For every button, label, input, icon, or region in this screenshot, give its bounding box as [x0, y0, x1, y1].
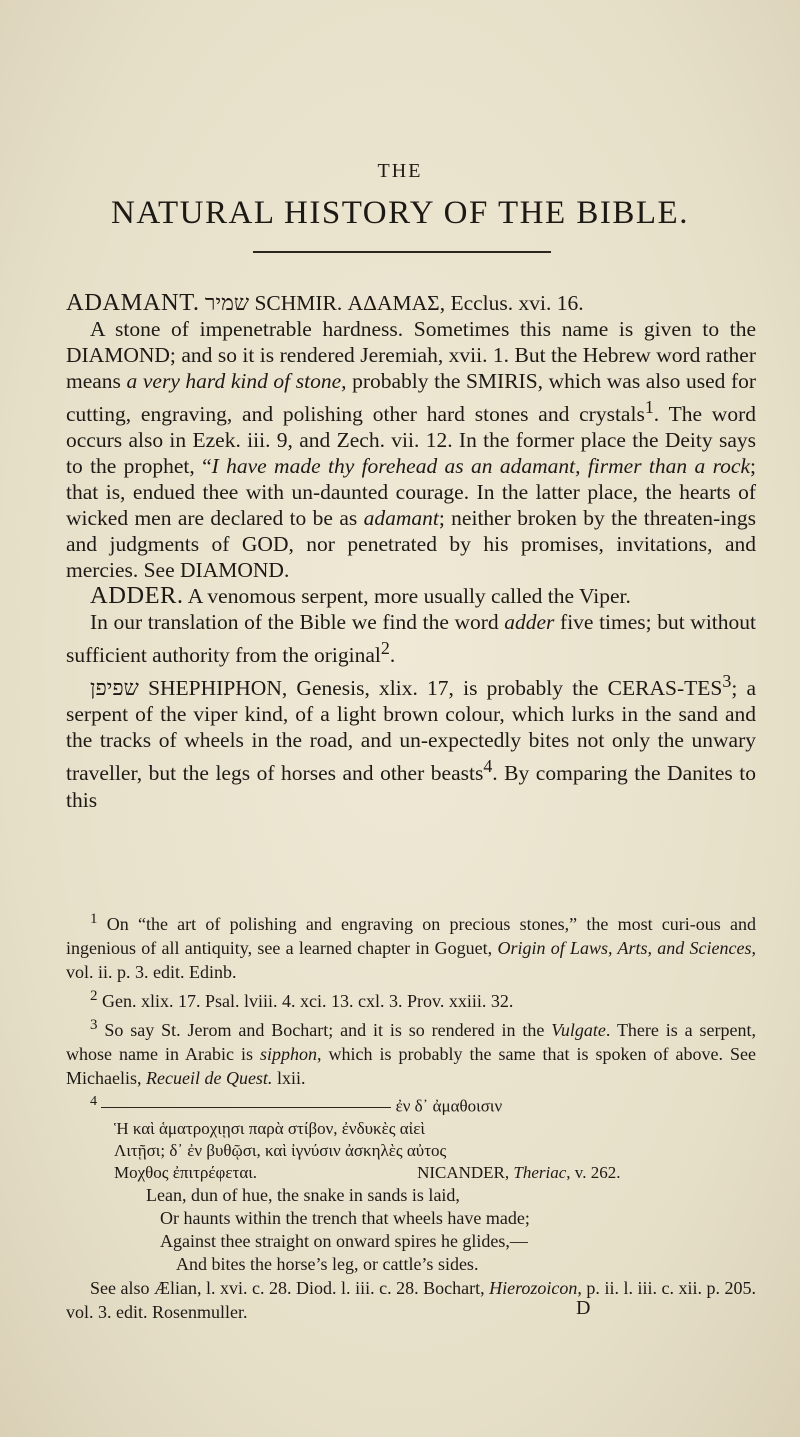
adamant-text6: ; that is, endued thee with un-daunted courage. In the latter place, the hearts of wicked men are declared to be as — [66, 454, 756, 531]
poem-line-4: And bites the horse’s leg, or cattle’s sides. — [176, 1253, 479, 1274]
adder-text2: In our translation of the Bible we find the word — [90, 610, 499, 635]
footnote-1-text-a: On “the art of polishing and engraving on precious stones,” the most curi-ous and ingenious of all antiquity, see a learned chapter in Goguet, — [66, 914, 757, 958]
main-text — [66, 290, 756, 813]
footnote-ref-1: 1 — [644, 397, 654, 417]
adder-text5: , Genesis, xlix. 17, is probably the — [281, 676, 599, 701]
adder-shephiphon: SHEPHIPHON — [148, 676, 282, 701]
title-rule — [253, 251, 551, 253]
adamant-em1: a very hard kind of stone, — [126, 369, 347, 393]
footnote-2 — [66, 984, 756, 1013]
footnote-3-text-c: , which is probably the same that is spoken of above. See Michaelis, — [66, 1044, 756, 1088]
adamant-god: GOD — [241, 532, 289, 557]
adder-text3: five times; but without sufficient authority from the original — [66, 610, 757, 668]
footnote-4-dash — [101, 1107, 391, 1108]
greek-adamas: ΑΔΑΜΑΣ, — [347, 291, 446, 315]
adamant-text9: . — [283, 558, 290, 583]
hebrew-shephiphon: שפיפן — [90, 676, 139, 701]
footnote-ref-3: 3 — [722, 671, 732, 692]
footnote-4-mark: 4 — [90, 1093, 98, 1109]
footnote-4-hierozoicon: Hierozoicon — [489, 1277, 578, 1298]
footnote-1-title: Origin of Laws, Arts, and Sciences — [497, 938, 752, 958]
footnotes — [66, 907, 756, 1324]
footnote-3-mark: 3 — [90, 1017, 98, 1033]
footnote-3-text-a: So say St. Jerom and Bochart; and it is so rendered in the — [104, 1020, 545, 1040]
adder-text6: ; a serpent of the viper kind, of a light brown colour, which lurks in the sand and the tracks of wheels in the road, and un-expectedly bites not only the unwary traveller, but the legs of horses and other beasts — [66, 676, 757, 786]
footnote-1 — [66, 907, 756, 984]
greek-cite-ref: , v. 262. — [566, 1162, 621, 1182]
adamant-text1: A stone of impenetrable hardness. Sometimes this name is given to the — [90, 317, 756, 341]
adamant-text5: . The word occurs also in Ezek. iii. 9, and Zech. vii. 12. In the former place the Deity says to the prophet, “ — [66, 402, 756, 479]
greek-line-0: ἐν δ᾽ ἀμαθοισιν — [395, 1096, 503, 1116]
greek-line-1: Ἡ καὶ ἁματροχιῃσι παρὰ στίβον, ἐνδυκὲς αἰεὶ — [114, 1118, 425, 1138]
footnote-3-recueil: Recueil de Quest. — [145, 1068, 273, 1088]
adamant-diamond2: DIAMOND — [180, 558, 284, 583]
footnote-3-sipphon: sipphon — [260, 1044, 318, 1064]
footnote-2-text: Gen. xlix. 17. Psal. lviii. 4. xci. 13. cxl. 3. Prov. xxiii. 32. — [102, 991, 514, 1011]
footnote-3 — [66, 1013, 756, 1090]
running-head — [0, 160, 800, 232]
adder-text7: . By comparing the Danites to this — [66, 761, 756, 812]
greek-cite-work: Theriac — [513, 1162, 567, 1182]
adamant-text3: probably the — [352, 369, 461, 393]
header-the: THE — [377, 160, 423, 182]
footnote-4-see-also — [66, 1276, 756, 1324]
adamant-body — [66, 316, 756, 583]
page-title: NATURAL HISTORY OF THE BIBLE. — [111, 195, 689, 231]
greek-line-3 — [66, 1162, 756, 1184]
footnote-4-poem — [146, 1184, 756, 1276]
footnote-ref-4: 4 — [483, 756, 493, 777]
adamant-smiris: SMIRIS — [465, 369, 538, 393]
adamant-text8: , nor penetrated by his promises, invitations, and mercies. See — [66, 532, 756, 583]
adamant-text2: ; and so it is rendered Jeremiah, xvii. 1. But the Hebrew word rather means — [66, 343, 756, 393]
greek-cite-name: NICANDER, — [417, 1162, 510, 1182]
entry-head-adder: ADDER. — [90, 582, 184, 610]
footnote-4-text-a: See also Ælian, l. xvi. c. 28. Diod. l. iii. c. 28. Bochart, — [90, 1277, 485, 1298]
entry-head-adamant: ADAMANT. — [66, 289, 200, 316]
poem-line-2: Or haunts within the trench that wheels have made; — [160, 1207, 530, 1228]
footnote-3-vulgate: Vulgate — [551, 1020, 606, 1040]
footnote-1-mark: 1 — [90, 911, 98, 927]
adamant-text4: , which was also used for cutting, engraving, and polishing other hard stones and crystals — [66, 369, 757, 427]
adder-em1: adder — [504, 610, 555, 635]
greek-line-2: Λιτῇσι; δ᾽ ἐν βυθῷσι, καὶ ἰγνύσιν ἀσκηλὲς αὐτος — [114, 1140, 447, 1160]
footnote-3-text-b: . There is a serpent, whose name in Arabic is — [66, 1020, 757, 1064]
adder-text4: . — [389, 643, 396, 668]
greek-line-3-text: Μοχθος ἐπιτρέφεται. — [114, 1162, 258, 1182]
adder-body-2 — [66, 668, 756, 812]
entry-adder — [66, 583, 756, 609]
adamant-em2: adamant — [363, 506, 439, 531]
adder-text1: A venomous serpent, more usually called the Viper. — [187, 584, 631, 609]
adamant-quote: I have made thy forehead as an adamant, firmer than a rock — [211, 454, 750, 479]
translit-schmir: SCHMIR. — [254, 291, 343, 315]
poem-line-3: Against thee straight on onward spires he glides,— — [160, 1230, 528, 1251]
footnote-1-text-b: , vol. ii. p. 3. edit. Edinb. — [66, 938, 757, 982]
footnote-2-mark: 2 — [90, 988, 98, 1004]
adamant-text7: ; neither broken by the threaten-ings and judgments of — [66, 506, 757, 557]
footnote-ref-2: 2 — [380, 638, 390, 659]
adder-cerastes: CERAS-TES — [607, 676, 723, 701]
signature-mark: D — [576, 1297, 591, 1319]
entry-adamant — [66, 290, 756, 316]
adamant-diamond: DIAMOND — [66, 343, 170, 367]
poem-line-1: Lean, dun of hue, the snake in sands is laid, — [146, 1184, 460, 1205]
ref-ecclus: Ecclus. xvi. 16. — [450, 291, 584, 315]
footnote-4-text-b: , p. ii. l. iii. c. xii. p. 205. vol. 3. edit. Rosenmuller. — [66, 1277, 757, 1322]
footnote-3-text-d: lxii. — [276, 1068, 306, 1088]
hebrew-schmir: שמיר — [204, 291, 250, 315]
adder-body-1 — [66, 609, 756, 668]
footnote-4-greek — [66, 1090, 756, 1184]
